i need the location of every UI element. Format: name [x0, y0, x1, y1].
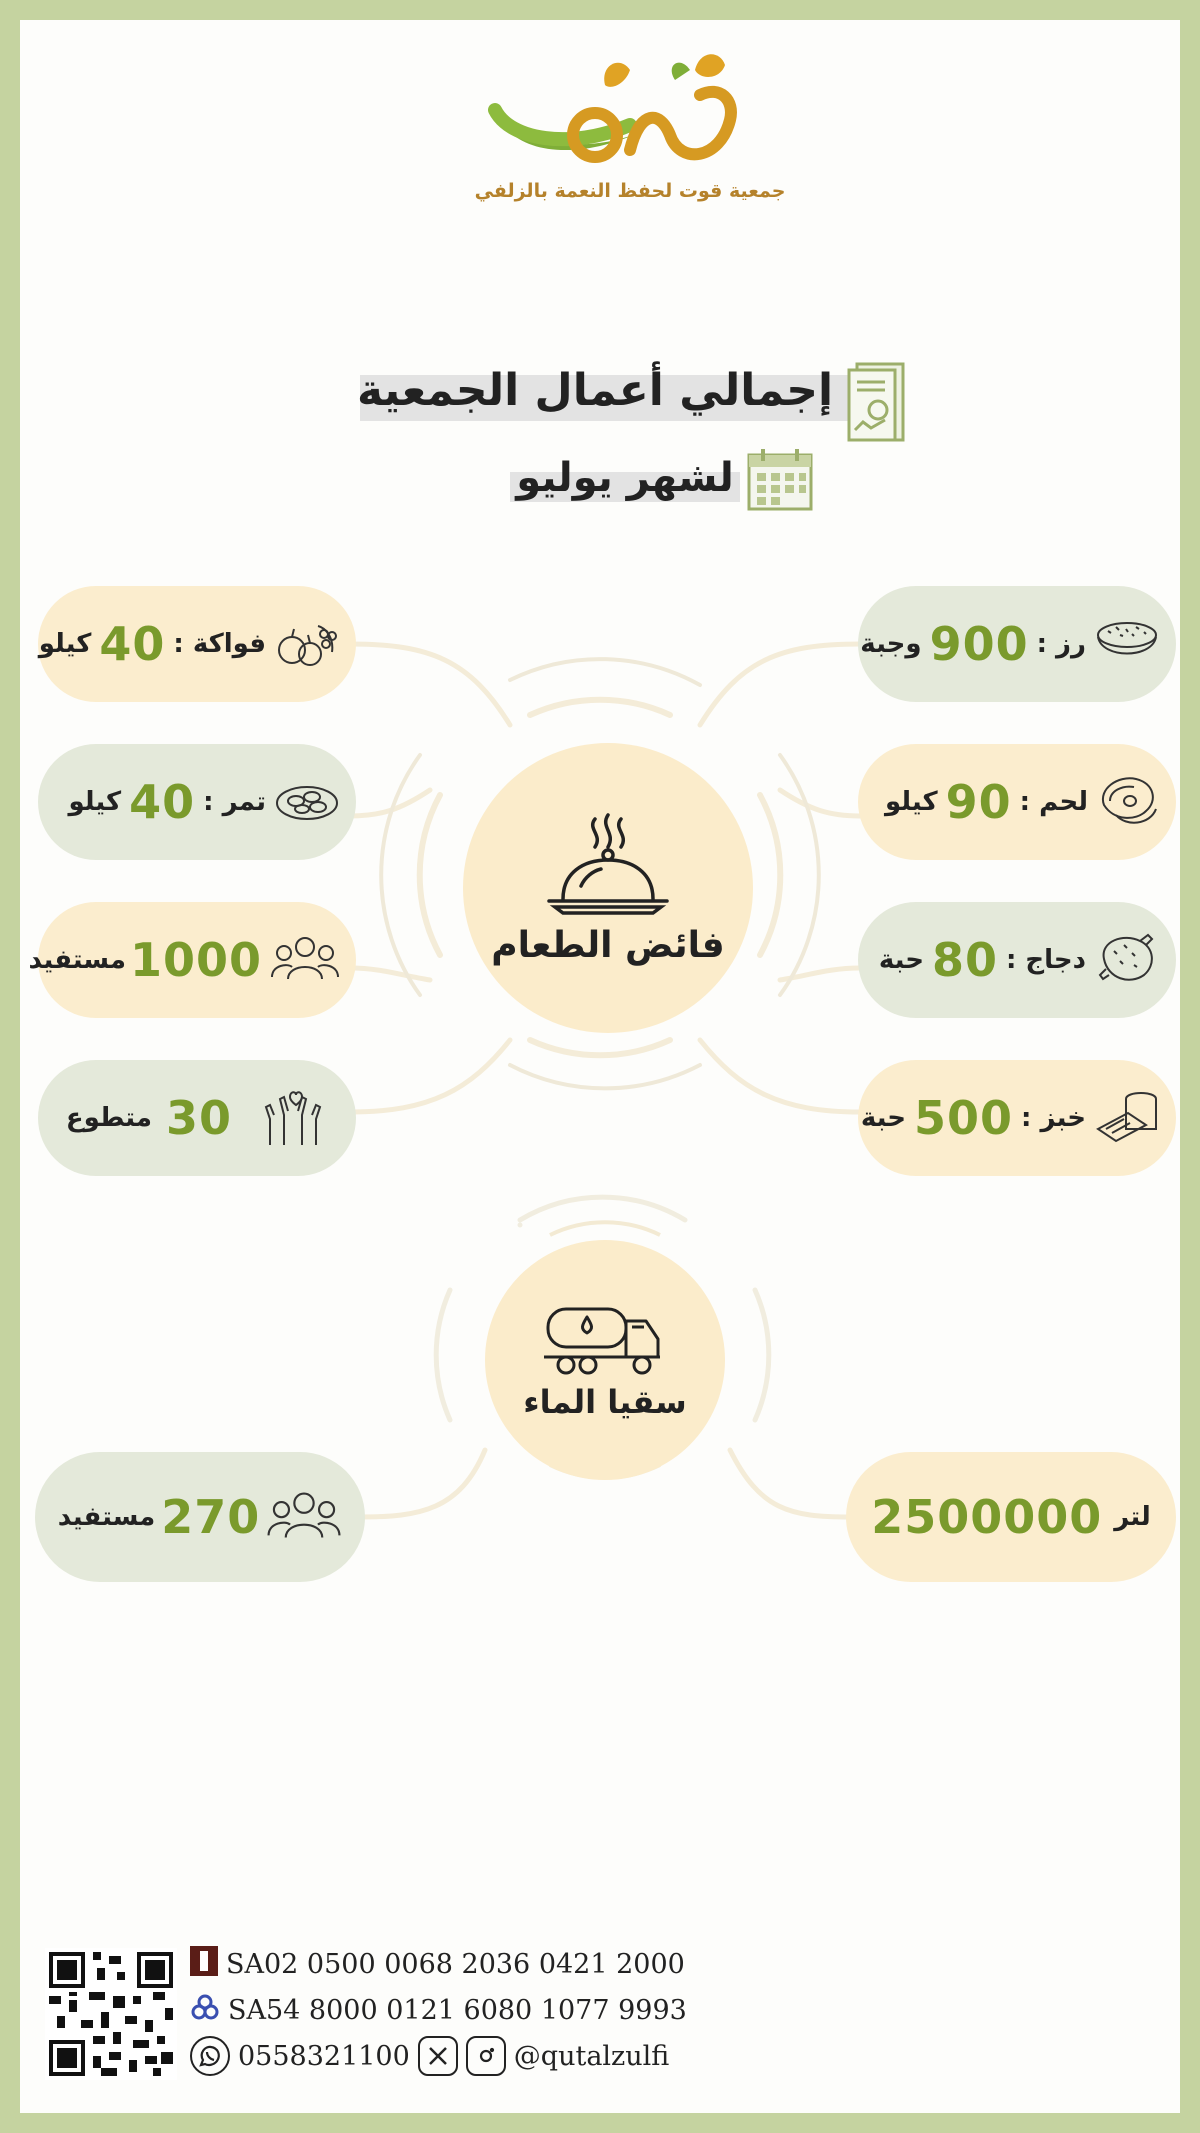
page-subtitle: لشهر يوليو [516, 455, 734, 501]
instagram-icon[interactable] [466, 2036, 506, 2076]
stat-volunteers [38, 1060, 356, 1176]
chicken-label: دجاج : [1005, 945, 1086, 975]
food-surplus-label: فائض الطعام [491, 924, 725, 966]
dates-unit: كيلو [68, 787, 122, 817]
chicken-value: 80 [931, 933, 998, 987]
social-handle[interactable]: @qutalzulfi [513, 2040, 670, 2072]
org-name: جمعية قوت لحفظ النعمة بالزلفي [474, 180, 786, 202]
water-liters-unit: لتر [1114, 1502, 1151, 1532]
bread-value: 500 [913, 1091, 1014, 1145]
contact-line [190, 2036, 669, 2076]
dates-value: 40 [129, 775, 196, 829]
meat-label: لحم : [1019, 787, 1088, 817]
qr-code[interactable] [45, 1948, 177, 2080]
bread-icon [1094, 1089, 1160, 1147]
water-liters-value: 2500000 [871, 1490, 1103, 1544]
water-beneficiaries-value: 270 [161, 1490, 261, 1544]
stat-bread [858, 1060, 1176, 1176]
rice-unit: وجبة [860, 629, 922, 659]
beneficiaries-value: 1000 [129, 933, 262, 987]
phone-number[interactable]: 0558321100 [238, 2040, 410, 2072]
dates-label: تمر : [203, 787, 266, 817]
meat-value: 90 [945, 775, 1012, 829]
fruit-label: فواكة : [173, 629, 266, 659]
food-surplus-hub [463, 743, 753, 1033]
food-cloche-icon [543, 811, 673, 925]
iban-line-2 [190, 1992, 687, 2029]
volunteers-value: 30 [165, 1091, 232, 1145]
meat-icon [1096, 771, 1160, 833]
people-icon [266, 1486, 342, 1548]
iban-line-1 [190, 1946, 685, 1983]
rice-bowl-icon [1094, 617, 1160, 671]
stat-water-liters [846, 1452, 1176, 1582]
report-document-icon [845, 360, 909, 448]
volunteers-unit: متطوع [65, 1103, 152, 1133]
volunteers-icon [260, 1085, 326, 1151]
bread-unit: حبة [860, 1103, 906, 1133]
beneficiaries-unit: مستفيد [28, 945, 126, 975]
chicken-icon [1094, 929, 1160, 991]
chicken-unit: حبة [878, 945, 924, 975]
stat-dates [38, 744, 356, 860]
bread-label: خبز : [1021, 1103, 1086, 1133]
dates-icon [274, 777, 340, 827]
whatsapp-icon[interactable] [190, 2036, 230, 2076]
x-twitter-icon[interactable] [418, 2036, 458, 2076]
rice-value: 900 [929, 617, 1029, 671]
stat-meat [858, 744, 1176, 860]
fruit-icon [274, 616, 340, 672]
iban-1[interactable]: SA02 0500 0068 2036 0421 2000 [226, 1949, 685, 1980]
page-title: إجمالي أعمال الجمعية [356, 365, 834, 416]
people-icon [270, 931, 340, 989]
stat-water-beneficiaries [35, 1452, 365, 1582]
stat-beneficiaries [28, 902, 356, 1018]
water-truck-icon [540, 1299, 670, 1383]
meat-unit: كيلو [884, 787, 938, 817]
rice-label: رز : [1036, 629, 1086, 659]
water-hub [485, 1240, 725, 1480]
fruit-unit: كيلو [38, 629, 92, 659]
stat-fruit [38, 586, 356, 702]
bank-logo-icon [190, 1992, 220, 2029]
water-beneficiaries-unit: مستفيد [57, 1502, 156, 1532]
water-label: سقيا الماء [523, 1383, 687, 1421]
stat-rice [858, 586, 1176, 702]
fruit-value: 40 [99, 617, 166, 671]
iban-2[interactable]: SA54 8000 0121 6080 1077 9993 [228, 1995, 687, 2026]
stat-chicken [858, 902, 1176, 1018]
calendar-icon [745, 445, 815, 517]
poster [20, 20, 1180, 2113]
bank-logo-icon [190, 1946, 218, 1983]
